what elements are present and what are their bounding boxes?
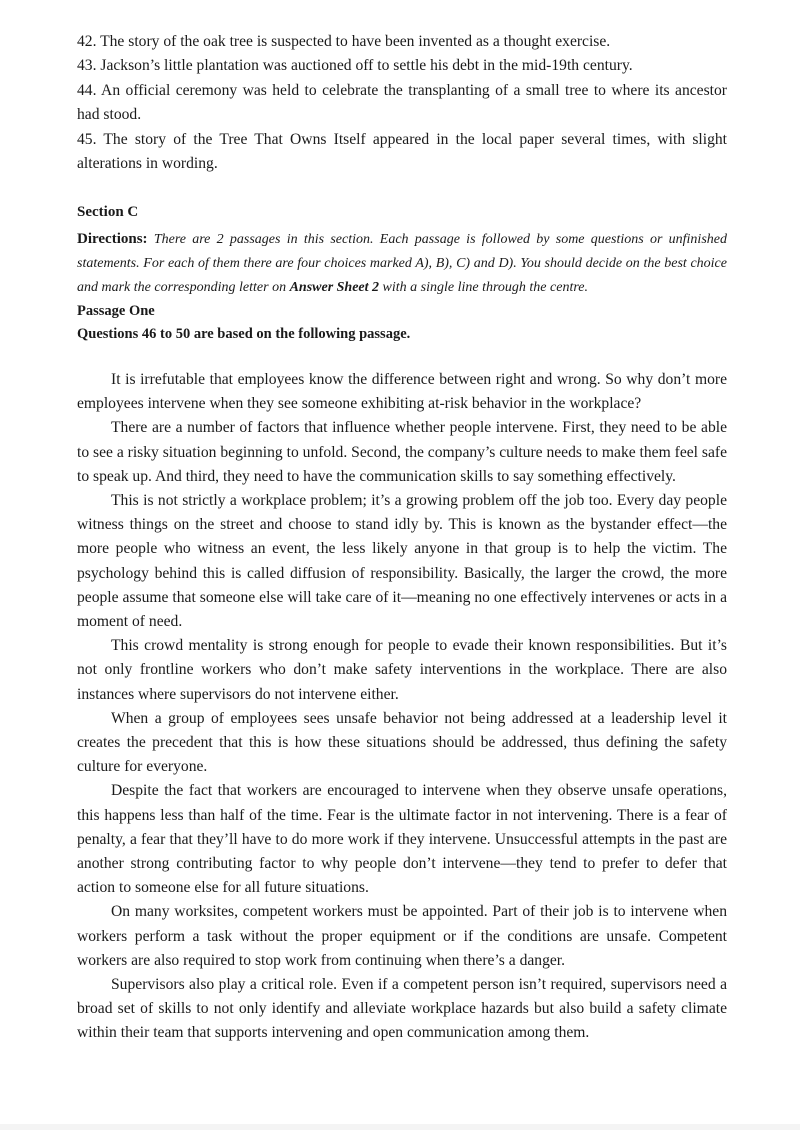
statement-44: 44. An official ceremony was held to celebrate the transplanting of a small tree to where its ancestor had stood. xyxy=(77,81,727,124)
passage-paragraph: There are a number of factors that influence whether people intervene. First, they need to be able to see a risky situation beginning to unfold. Second, the company’s culture needs to make them feel safe to speak up. And third, they need to have the communication skills to say something effectively. xyxy=(77,419,728,485)
page-bottom-edge xyxy=(0,1124,800,1130)
directions-label: Directions: xyxy=(77,231,148,247)
passage-paragraph: Supervisors also play a critical role. Even if a competent person isn’t required, supervisors need a broad set of skills to not only identify and alleviate workplace hazards but also build a safety climate within their team that supports intervening and open communication among them. xyxy=(77,976,727,1042)
directions xyxy=(77,227,727,300)
directions-text-end: with a single line through the centre. xyxy=(382,280,588,295)
passage-body xyxy=(77,368,727,1046)
statement-list xyxy=(77,30,727,176)
answer-sheet-label: Answer Sheet 2 xyxy=(289,280,380,295)
passage-paragraph: On many worksites, competent workers must be appointed. Part of their job is to intervene when workers perform a task without the proper equipment or if the conditions are unsafe. Competent workers are also required to stop work from continuing when there’s a danger. xyxy=(77,903,727,969)
section-c xyxy=(77,201,727,346)
passage-paragraph: When a group of employees sees unsafe behavior not being addressed at a leadership level it creates the precedent that this is how these situations should be addressed, thus defining the safety culture for everyone. xyxy=(77,709,727,776)
passage-paragraph: It is irrefutable that employees know the difference between right and wrong. So why don’t more employees intervene when they see someone exhibiting at-risk behavior in the workplace? xyxy=(77,371,727,413)
questions-heading: Questions 46 to 50 are based on the following passage. xyxy=(77,326,411,342)
section-title: Section C xyxy=(77,204,139,220)
passage-paragraph: This is not strictly a workplace problem; it’s a growing problem off the job too. Every day people witness things on the street and choose to stand idly by. This is known as the bystander effect—the more people who witness an event, the less likely anyone in that group is to help the victim. The psychology behind this is called diffusion of responsibility. Basically, the larger the crowd, the more people assume that someone else will take care of it—meaning no one effectively intervenes or acts in a moment of need. xyxy=(77,492,727,631)
passage-paragraph: Despite the fact that workers are encouraged to intervene when they observe unsafe operations, this happens less than half of the time. Fear is the ultimate factor in not intervening. There is a fear of penalty, a fear that they’ll have to do more work if they intervene. Unsuccessful attempts in the past are another strong contributing factor to why people don’t intervene—they tend to prefer to defer that action to someone else for all future situations. xyxy=(77,782,727,897)
passage-title: Passage One xyxy=(77,303,155,319)
directions-text: There are 2 passages in this section. Each passage is followed by some questions or unfinished statements. For each of them there are four choices marked A), B), C) and D). You should decide on the best choice and mark the corresponding letter on xyxy=(77,232,727,295)
passage-paragraph: This crowd mentality is strong enough for people to evade their known responsibilities. But it’s not only frontline workers who don’t make safety interventions in the workplace. There are also instances where supervisors do not intervene either. xyxy=(77,637,727,703)
statement-45: 45. The story of the Tree That Owns Itself appeared in the local paper several times, with slight alterations in wording. xyxy=(77,130,727,173)
statement-43: 43. Jackson’s little plantation was auctioned off to settle his debt in the mid-19th century. xyxy=(77,57,633,75)
statement-42: 42. The story of the oak tree is suspected to have been invented as a thought exercise. xyxy=(77,33,611,50)
